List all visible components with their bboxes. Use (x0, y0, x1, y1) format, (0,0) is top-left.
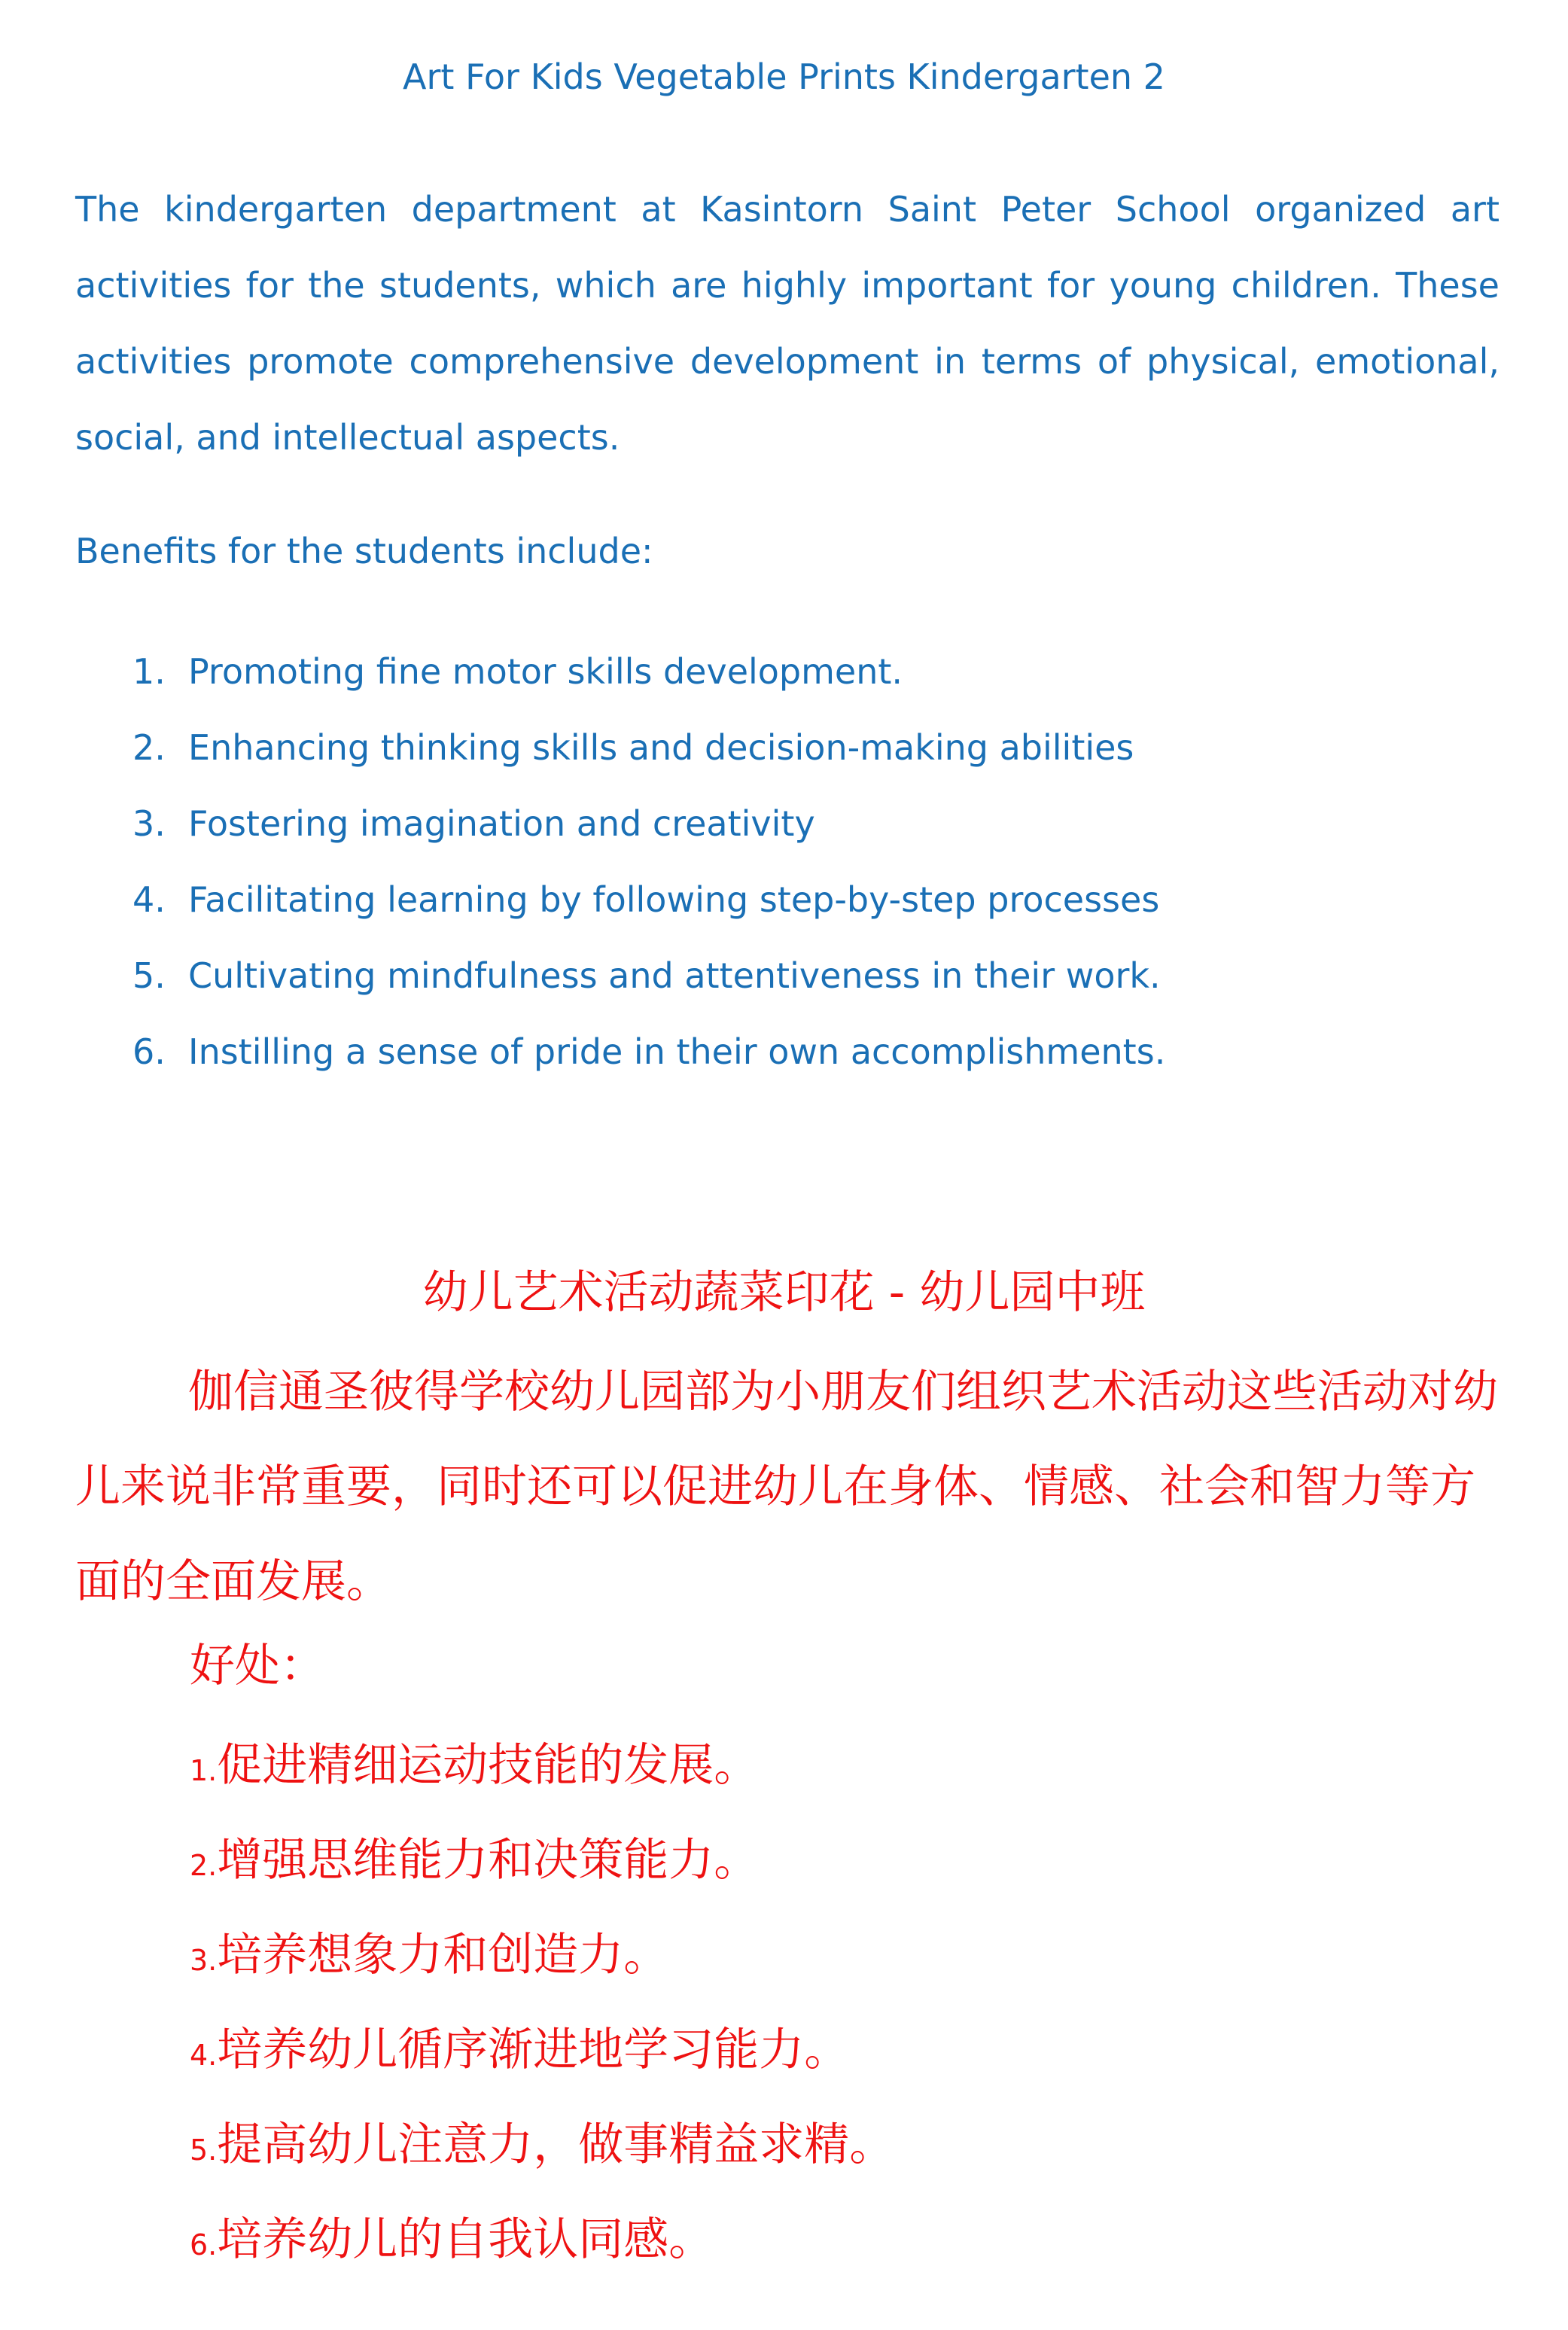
english-title: Art For Kids Vegetable Prints Kindergarten 2 (403, 56, 1165, 97)
list-item (0, 793, 1568, 870)
list-item (190, 2206, 894, 2301)
list-item-text: Promoting fine motor skills development. (188, 651, 903, 692)
english-paragraph: The kindergarten department at Kasintorn Saint Peter School organized art activities for the students, which are highly important for young children. These activities promote comprehensive development in terms of physical, emotional, social, and intellectual aspects. (75, 189, 1499, 458)
chinese-benefits-heading: 好处： (190, 1640, 325, 1692)
list-item-text: Enhancing thinking skills and decision-making abilities (188, 727, 1134, 768)
english-benefits-list (0, 641, 1568, 1098)
list-item (0, 641, 1568, 717)
chinese-paragraph: 伽信通圣彼得学校幼儿园部为小朋友们组织艺术活动这些活动对幼儿来说非常重要，同时还可以促进幼儿在身体、情感、社会和智力等方面的全面发展。 (75, 1366, 1498, 1608)
list-item (190, 1826, 894, 1921)
list-item-number: 3. (132, 803, 166, 844)
list-item-number: 4. (132, 879, 166, 920)
list-item-text: 培养幼儿循序渐进地学习能力。 (217, 2024, 850, 2076)
list-item (190, 1921, 894, 2016)
list-item-text: Facilitating learning by following step-by-step processes (188, 879, 1160, 920)
list-item-number: 1. (190, 1754, 218, 1787)
list-item-number: 2. (190, 1849, 218, 1882)
list-item-text: 促进精细运动技能的发展。 (217, 1739, 760, 1792)
list-item-number: 6. (132, 1031, 166, 1072)
list-item-number: 3. (190, 1944, 218, 1977)
list-item-text: 培养幼儿的自我认同感。 (217, 2213, 714, 2266)
list-item (190, 1732, 894, 1826)
list-item-number: 5. (190, 2134, 218, 2167)
list-item-text: 培养想象力和创造力。 (217, 1929, 669, 1981)
list-item-number: 4. (190, 2039, 218, 2072)
list-item (0, 1022, 1568, 1098)
list-item-text: Instilling a sense of pride in their own accomplishments. (188, 1031, 1166, 1072)
list-item (190, 2111, 894, 2206)
list-item (0, 946, 1568, 1022)
chinese-title: 幼儿艺术活动蔬菜印花 - 幼儿园中班 (422, 1266, 1146, 1319)
list-item (190, 2016, 894, 2111)
list-item-number: 1. (132, 651, 166, 692)
list-item-text: 增强思维能力和决策能力。 (217, 1834, 760, 1887)
list-item-number: 5. (132, 955, 166, 996)
list-item-number: 2. (132, 727, 166, 768)
list-item-text: 提高幼儿注意力，做事精益求精。 (217, 2118, 895, 2171)
list-item (0, 717, 1568, 793)
list-item-text: Cultivating mindfulness and attentiveness in their work. (188, 955, 1161, 996)
list-item-number: 6. (190, 2228, 218, 2261)
chinese-benefits-list (190, 1732, 894, 2301)
list-item-text: Fostering imagination and creativity (188, 803, 815, 844)
list-item (0, 870, 1568, 946)
english-benefits-heading: Benefits for the students include: (75, 531, 653, 571)
